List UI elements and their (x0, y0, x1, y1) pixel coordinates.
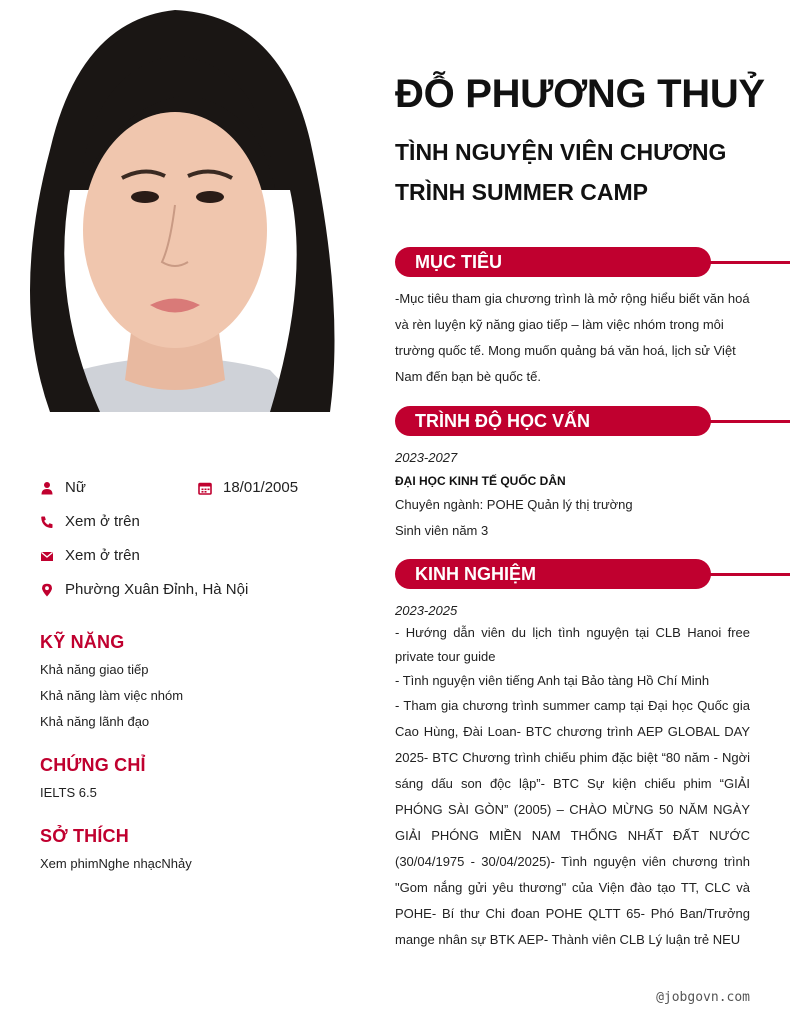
experience-item: - Tham gia chương trình summer camp tại Đại học Quốc gia Cao Hùng, Đài Loan- BTC chương trình AEP GLOBAL DAY 2025- BTC Chương trình chiếu phim đặc biệt “80 năm - Ngời sáng dấu son độc lập”- BTC Sự kiện chiếu phim “GIẢI PHÓNG SÀI GÒN” (2005) – CHÀO MỪNG 50 NĂM NGÀY GIẢI PHÓNG MIỀN NAM THỐNG NHẤT ĐẤT NƯỚC (30/04/1975 - 30/04/2025)- Tình nguyện viên chương trình "Gom nắng gửi yêu thương" của Viện đào tạo TT, CLC và POHE- Bí thư Chi đoan POHE QLTT 65- Phó Ban/Trưởng mange nhân sự BTK AEP- Thành viên CLB Lý luận trẻ NEU (395, 698, 750, 947)
experience-header (395, 559, 790, 589)
objective-header (395, 247, 790, 277)
footer-brand: @jobgovn.com (656, 990, 750, 1005)
education-major: Chuyên ngành: POHE Quản lý thị trường (395, 497, 633, 512)
candidate-name: ĐỖ PHƯƠNG THUỶ (395, 72, 765, 116)
email-value: Xem ở trên (65, 547, 140, 564)
candidate-position: TÌNH NGUYỆN VIÊN CHƯƠNG TRÌNH SUMMER CAMP (395, 139, 727, 205)
experience-item: - Hướng dẫn viên du lịch tình nguyện tại CLB Hanoi free private tour guide (395, 625, 750, 664)
objective-title: MỤC TIÊU (395, 247, 711, 277)
email-row (40, 547, 140, 564)
hobbies-title: SỞ THÍCH (40, 826, 129, 846)
education-title: TRÌNH ĐỘ HỌC VẤN (395, 406, 711, 436)
skill-item: Khả năng lãnh đạo (40, 714, 150, 729)
calendar-icon (198, 481, 212, 495)
phone-value: Xem ở trên (65, 513, 140, 530)
objective-text: -Mục tiêu tham gia chương trình là mở rộng hiểu biết văn hoá và rèn luyện kỹ năng giao tiếp – làm việc nhóm trong môi trường quốc tế. Mong muốn quảng bá văn hoá, lịch sử Việt Nam đến bạn bè quốc tế. (395, 291, 750, 384)
birthday-row (198, 479, 298, 496)
phone-row (40, 513, 140, 530)
location-pin-icon (40, 583, 54, 597)
gender-row (40, 479, 86, 496)
education-header (395, 406, 790, 436)
mail-icon (40, 549, 54, 563)
education-year: Sinh viên năm 3 (395, 523, 489, 538)
certificate-item: IELTS 6.5 (40, 785, 97, 800)
address-row (40, 581, 248, 598)
gender-value: Nữ (65, 479, 86, 496)
birthday-value: 18/01/2005 (223, 479, 299, 496)
hobbies-text: Xem phimNghe nhạcNhảy (40, 856, 192, 871)
experience-title: KINH NGHIỆM (395, 559, 711, 589)
skill-item: Khả năng làm việc nhóm (40, 688, 184, 703)
phone-icon (40, 515, 54, 529)
person-icon (40, 481, 54, 495)
education-school: ĐẠI HỌC KINH TẾ QUỐC DÂN (395, 474, 566, 488)
address-value: Phường Xuân Đỉnh, Hà Nội (65, 581, 249, 598)
education-period: 2023-2027 (395, 450, 458, 465)
certificates-title: CHỨNG CHỈ (40, 755, 146, 775)
profile-photo (10, 0, 340, 412)
experience-item: - Tình nguyện viên tiếng Anh tại Bảo tàng Hồ Chí Minh (395, 673, 710, 688)
experience-period: 2023-2025 (395, 603, 458, 618)
skills-title: KỸ NĂNG (40, 632, 125, 652)
skill-item: Khả năng giao tiếp (40, 662, 149, 677)
